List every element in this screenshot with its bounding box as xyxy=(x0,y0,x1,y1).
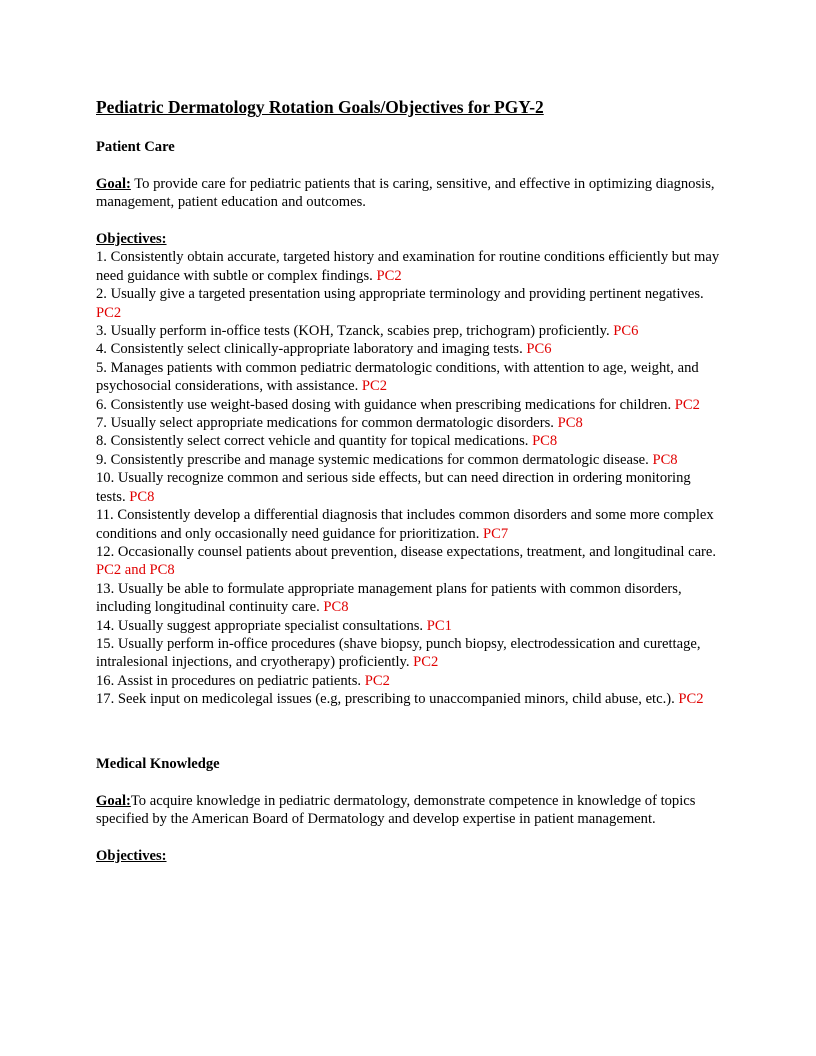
competency-code: PC2 and PC8 xyxy=(96,562,175,579)
objective-text: 1. Consistently obtain accurate, targeted history and examination for routine conditions efficiently but may need guidance with subtle or complex findings. xyxy=(96,249,720,284)
competency-code: PC8 xyxy=(652,451,678,468)
objective-text: 7. Usually select appropriate medications for common dermatologic disorders. xyxy=(96,415,558,432)
objective-text: 4. Consistently select clinically-appropriate laboratory and imaging tests. xyxy=(96,341,527,358)
objective-item-9 xyxy=(96,451,720,469)
objective-item-10 xyxy=(96,469,720,506)
objective-item-15 xyxy=(96,635,720,672)
competency-code: PC1 xyxy=(426,617,452,634)
objective-text: 15. Usually perform in-office procedures (shave biopsy, punch biopsy, electrodessication and curettage, intralesional injections, and cryotherapy) proficiently. xyxy=(96,635,701,671)
objective-text: 17. Seek input on medicolegal issues (e.g, prescribing to unaccompanied minors, child abuse, etc.). xyxy=(96,691,679,708)
objective-text: 16. Assist in procedures on pediatric patients. xyxy=(96,672,365,689)
objective-text: 2. Usually give a targeted presentation using appropriate terminology and providing pertinent negatives. xyxy=(96,286,704,303)
competency-code: PC6 xyxy=(613,323,639,340)
competency-code: PC8 xyxy=(532,433,558,450)
objective-item-14 xyxy=(96,617,720,635)
medical-knowledge-heading: Medical Knowledge xyxy=(96,755,220,772)
document-body xyxy=(96,96,720,865)
competency-code: PC2 xyxy=(413,654,439,671)
objective-text: 10. Usually recognize common and serious side effects, but can need direction in ordering monitoring tests. xyxy=(96,470,691,505)
competency-code: PC2 xyxy=(96,304,122,321)
objective-item-5 xyxy=(96,359,720,396)
competency-code: PC2 xyxy=(364,672,390,689)
objective-text: 11. Consistently develop a differential diagnosis that includes common disorders and some more complex conditions and only occasionally need guidance for prioritization. xyxy=(96,507,714,542)
objective-item-7 xyxy=(96,414,720,432)
competency-code: PC8 xyxy=(323,599,349,616)
patient-care-heading: Patient Care xyxy=(96,139,175,155)
objective-text: 14. Usually suggest appropriate specialist consultations. xyxy=(96,617,427,634)
goal-label: Goal: xyxy=(96,175,131,192)
objective-item-2 xyxy=(96,285,720,322)
competency-code: PC2 xyxy=(376,267,402,284)
objective-item-13 xyxy=(96,580,720,617)
objective-text: 12. Occasionally counsel patients about prevention, disease expectations, treatment, and longitudinal care. xyxy=(96,543,717,560)
objective-text: 3. Usually perform in-office tests (KOH, Tzanck, scabies prep, trichogram) proficiently. xyxy=(96,323,614,340)
patient-care-objectives-label: Objectives: xyxy=(96,231,167,247)
objective-item-12 xyxy=(96,543,720,580)
objective-item-16 xyxy=(96,672,720,690)
goal-text: To acquire knowledge in pediatric dermatology, demonstrate competence in knowledge of topics specified by the American Board of Dermatology and develop expertise in patient management. xyxy=(96,792,696,828)
competency-code: PC8 xyxy=(129,488,155,505)
objective-text: 9. Consistently prescribe and manage systemic medications for common dermatologic disease. xyxy=(96,451,653,468)
document-title: Pediatric Dermatology Rotation Goals/Objectives for PGY-2 xyxy=(96,97,544,117)
competency-code: PC2 xyxy=(674,396,700,413)
objective-item-3 xyxy=(96,322,720,340)
objective-text: 8. Consistently select correct vehicle and quantity for topical medications. xyxy=(96,433,533,450)
objective-text: 13. Usually be able to formulate appropriate management plans for patients with common disorders, including longitudinal continuity care. xyxy=(96,580,682,616)
objective-text: 6. Consistently use weight-based dosing with guidance when prescribing medications for children. xyxy=(96,396,675,413)
goal-text: To provide care for pediatric patients that is caring, sensitive, and effective in optimizing diagnosis, management, patient education and outcomes. xyxy=(96,175,715,211)
objective-item-17 xyxy=(96,690,720,708)
competency-code: PC2 xyxy=(361,378,388,395)
goal-label: Goal: xyxy=(96,792,131,809)
objective-item-4 xyxy=(96,340,720,358)
objective-item-11 xyxy=(96,506,720,543)
competency-code: PC8 xyxy=(557,415,583,432)
medical-knowledge-goal xyxy=(96,792,720,829)
objective-item-1 xyxy=(96,248,720,285)
competency-code: PC7 xyxy=(483,525,509,542)
competency-code: PC2 xyxy=(678,691,704,708)
objective-text: 5. Manages patients with common pediatric dermatologic conditions, with attention to age, weight, and psychosocial considerations, with assistance. xyxy=(96,359,699,395)
patient-care-goal xyxy=(96,175,720,212)
medical-knowledge-objectives-label: Objectives: xyxy=(96,847,167,864)
competency-code: PC6 xyxy=(526,341,552,358)
objective-item-8 xyxy=(96,432,720,450)
objective-item-6 xyxy=(96,396,720,414)
